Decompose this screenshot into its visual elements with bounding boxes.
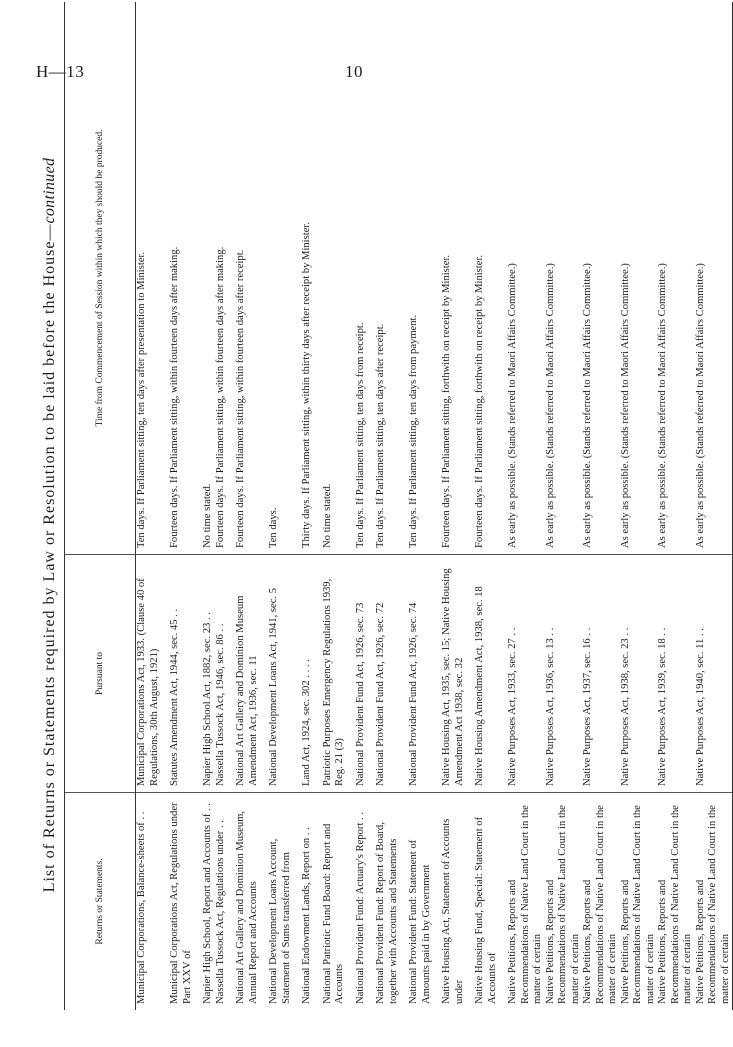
rotated-page-content (36, 40, 731, 1010)
table-row (695, 2, 733, 1010)
cell-time: Fourteen days. If Parliament sitting, within fourteen days after making. (215, 2, 228, 555)
cell-returns: National Provident Fund: Statement of Amounts paid in by Government (408, 839, 432, 1004)
cell-time: Ten days. If Parliament sitting, ten days from payment. (400, 2, 433, 555)
cell-returns: Native Petitions, Reports and Recommendations of Native Land Court in the matter of certain (619, 805, 656, 1004)
cell-returns: Napier High School, Report and Accounts of . . (202, 803, 213, 1004)
cell-returns: Native Petitions, Reports and Recommendations of Native Land Court in the matter of certain (582, 805, 618, 1004)
cell-time: Thirty days. If Parliament sitting, within thirty days after receipt by Minister. (293, 2, 314, 555)
cell-pursuant: National Art Gallery and Dominion Museum Amendment Act, 1936, sec. 11 (227, 555, 260, 793)
cell-pursuant: National Provident Fund Act, 1926, sec. 74 (400, 555, 433, 793)
cell-returns: Native Petitions, Reports and Recommendations of Native Land Court in the matter of certain (695, 793, 733, 1011)
cell-pursuant: Native Purposes Act, 1933, sec. 27 . . (499, 555, 545, 793)
page-number: 10 (345, 62, 363, 81)
cell-pursuant: National Provident Fund Act, 1926, sec. 73 (347, 555, 368, 793)
cell-time: Fourteen days. If Parliament sitting, forthwith on receipt by Minister. (466, 2, 499, 555)
cell-returns: National Provident Fund: Actuary's Report . . (354, 812, 366, 1004)
cell-returns: Native Petitions, Reports and Recommendations of Native Land Court in the matter of certain (507, 805, 543, 1004)
table-row (293, 2, 314, 1010)
cell-pursuant: Native Purposes Act, 1936, sec. 13 . . (545, 555, 583, 793)
table-row (400, 2, 433, 1010)
cell-pursuant: Patriotic Purposes Emergency Regulations 1939, Reg. 21 (3) (314, 555, 347, 793)
cell-returns: National Provident Fund: Report of Board, together with Accounts and Statements (375, 822, 399, 1004)
cell-time: Ten days. If Parliament sitting, ten days from receipt. (347, 2, 368, 555)
cell-pursuant: Native Purposes Act, 1938, sec. 23 . . (620, 555, 658, 793)
table-row (194, 2, 215, 1010)
table-row (545, 2, 583, 1010)
cell-returns: Nassella Tussock Act, Regulations under . . (214, 820, 226, 1004)
table-row (582, 2, 620, 1010)
table-row (620, 2, 658, 1010)
page-title-continued: continued (41, 157, 58, 224)
table-row (433, 2, 466, 1010)
cell-pursuant: Statutes Amendment Act, 1944, sec. 45 . . (161, 555, 194, 793)
cell-pursuant: Land Act, 1924, sec. 302 . . . . (293, 555, 314, 793)
cell-time: Fourteen days. If Parliament sitting, within fourteen days after making. (161, 2, 194, 555)
cell-time: No time stated. (194, 2, 215, 555)
table-row (466, 2, 499, 1010)
returns-table (64, 2, 733, 1010)
cell-pursuant: National Development Loans Act, 1941, sec. 5 (260, 555, 293, 793)
page-code: H—13 (36, 62, 85, 81)
cell-time: Fourteen days. If Parliament sitting, within fourteen days after receipt. (227, 2, 260, 555)
cell-pursuant: Municipal Corporations Act, 1933. (Clause 40 of Regulations, 30th August, 1921) (136, 555, 162, 793)
cell-time: Fourteen days. If Parliament sitting, forthwith on receipt by Minister. (433, 2, 466, 555)
cell-returns: National Development Loans Account, Statement of Sums transferred from (268, 838, 292, 1004)
table-body (136, 2, 733, 1010)
cell-time: Ten days. If Parliament sitting, ten days after presentation to Minister. (136, 2, 162, 555)
table-row (227, 2, 260, 1010)
cell-pursuant: Native Housing Amendment Act, 1938, sec. 18 (466, 555, 499, 793)
cell-returns: Native Housing Fund, Special: Statement of Accounts of (474, 816, 498, 1004)
cell-time: Ten days. (260, 2, 293, 555)
cell-returns: National Patriotic Fund Board: Report and Accounts (321, 823, 345, 1004)
cell-pursuant: Native Purposes Act, 1939, sec. 18 . . (657, 555, 695, 793)
cell-pursuant: Nassella Tussock Act, 1946, sec. 86 . . (215, 555, 228, 793)
cell-time: As early as possible. (Stands referred to Maori Affairs Committee.) (545, 2, 583, 555)
column-header-pursuant: Pursuant to (65, 555, 136, 793)
cell-returns: Municipal Corporations Act, Regulations under Part XXV of (169, 802, 193, 1004)
table-row (260, 2, 293, 1010)
cell-pursuant: National Provident Fund Act, 1926, sec. 72 (367, 555, 400, 793)
cell-pursuant: Native Purposes Act, 1940, sec. 11 . . (695, 555, 733, 793)
table-row (215, 2, 228, 1010)
page-title (36, 40, 64, 1010)
page-title-main: List of Returns or Statements required by Law or Resolution to be laid before the House— (41, 223, 58, 893)
cell-time: Ten days. If Parliament sitting, ten days after receipt. (367, 2, 400, 555)
table-row (367, 2, 400, 1010)
table-row (347, 2, 368, 1010)
cell-time: As early as possible. (Stands referred to Maori Affairs Committee.) (499, 2, 545, 555)
column-header-returns: Returns or Statements. (65, 793, 136, 1011)
cell-returns: National Endowment Lands, Report on . . (301, 827, 312, 1004)
cell-returns: Native Petitions, Reports and Recommendations of Native Land Court in the matter of certain (544, 805, 581, 1004)
column-header-time: Time from Commencement of Session within which they should be produced. (65, 2, 136, 555)
table-row (499, 2, 545, 1010)
cell-pursuant: Napier High School Act, 1882, sec. 23 . . (194, 555, 215, 793)
table-row (314, 2, 347, 1010)
cell-returns: Native Petitions, Reports and Recommendations of Native Land Court in the matter of certain (657, 805, 693, 1004)
table-header-row (65, 2, 136, 1010)
cell-returns: National Art Gallery and Dominion Museum, Annual Report and Accounts (235, 810, 259, 1004)
cell-pursuant: Native Housing Act, 1935, sec. 15; Native Housing Amendment Act 1938, sec. 32 (433, 555, 466, 793)
cell-pursuant: Native Purposes Act, 1937, sec. 16 . . (582, 555, 620, 793)
cell-time: As early as possible. (Stands referred to Maori Affairs Committee.) (582, 2, 620, 555)
cell-time: As early as possible. (Stands referred to Maori Affairs Committee.) (695, 2, 733, 555)
cell-time: No time stated. (314, 2, 347, 555)
cell-returns: Municipal Corporations, Balance-sheets of . . (136, 811, 147, 1004)
cell-time: As early as possible. (Stands referred to Maori Affairs Committee.) (620, 2, 658, 555)
table-row (161, 2, 194, 1010)
cell-time: As early as possible. (Stands referred to Maori Affairs Committee.) (657, 2, 695, 555)
cell-returns: Native Housing Act, Statement of Accounts under (441, 818, 465, 1004)
table-row (136, 2, 162, 1010)
table-row (657, 2, 695, 1010)
